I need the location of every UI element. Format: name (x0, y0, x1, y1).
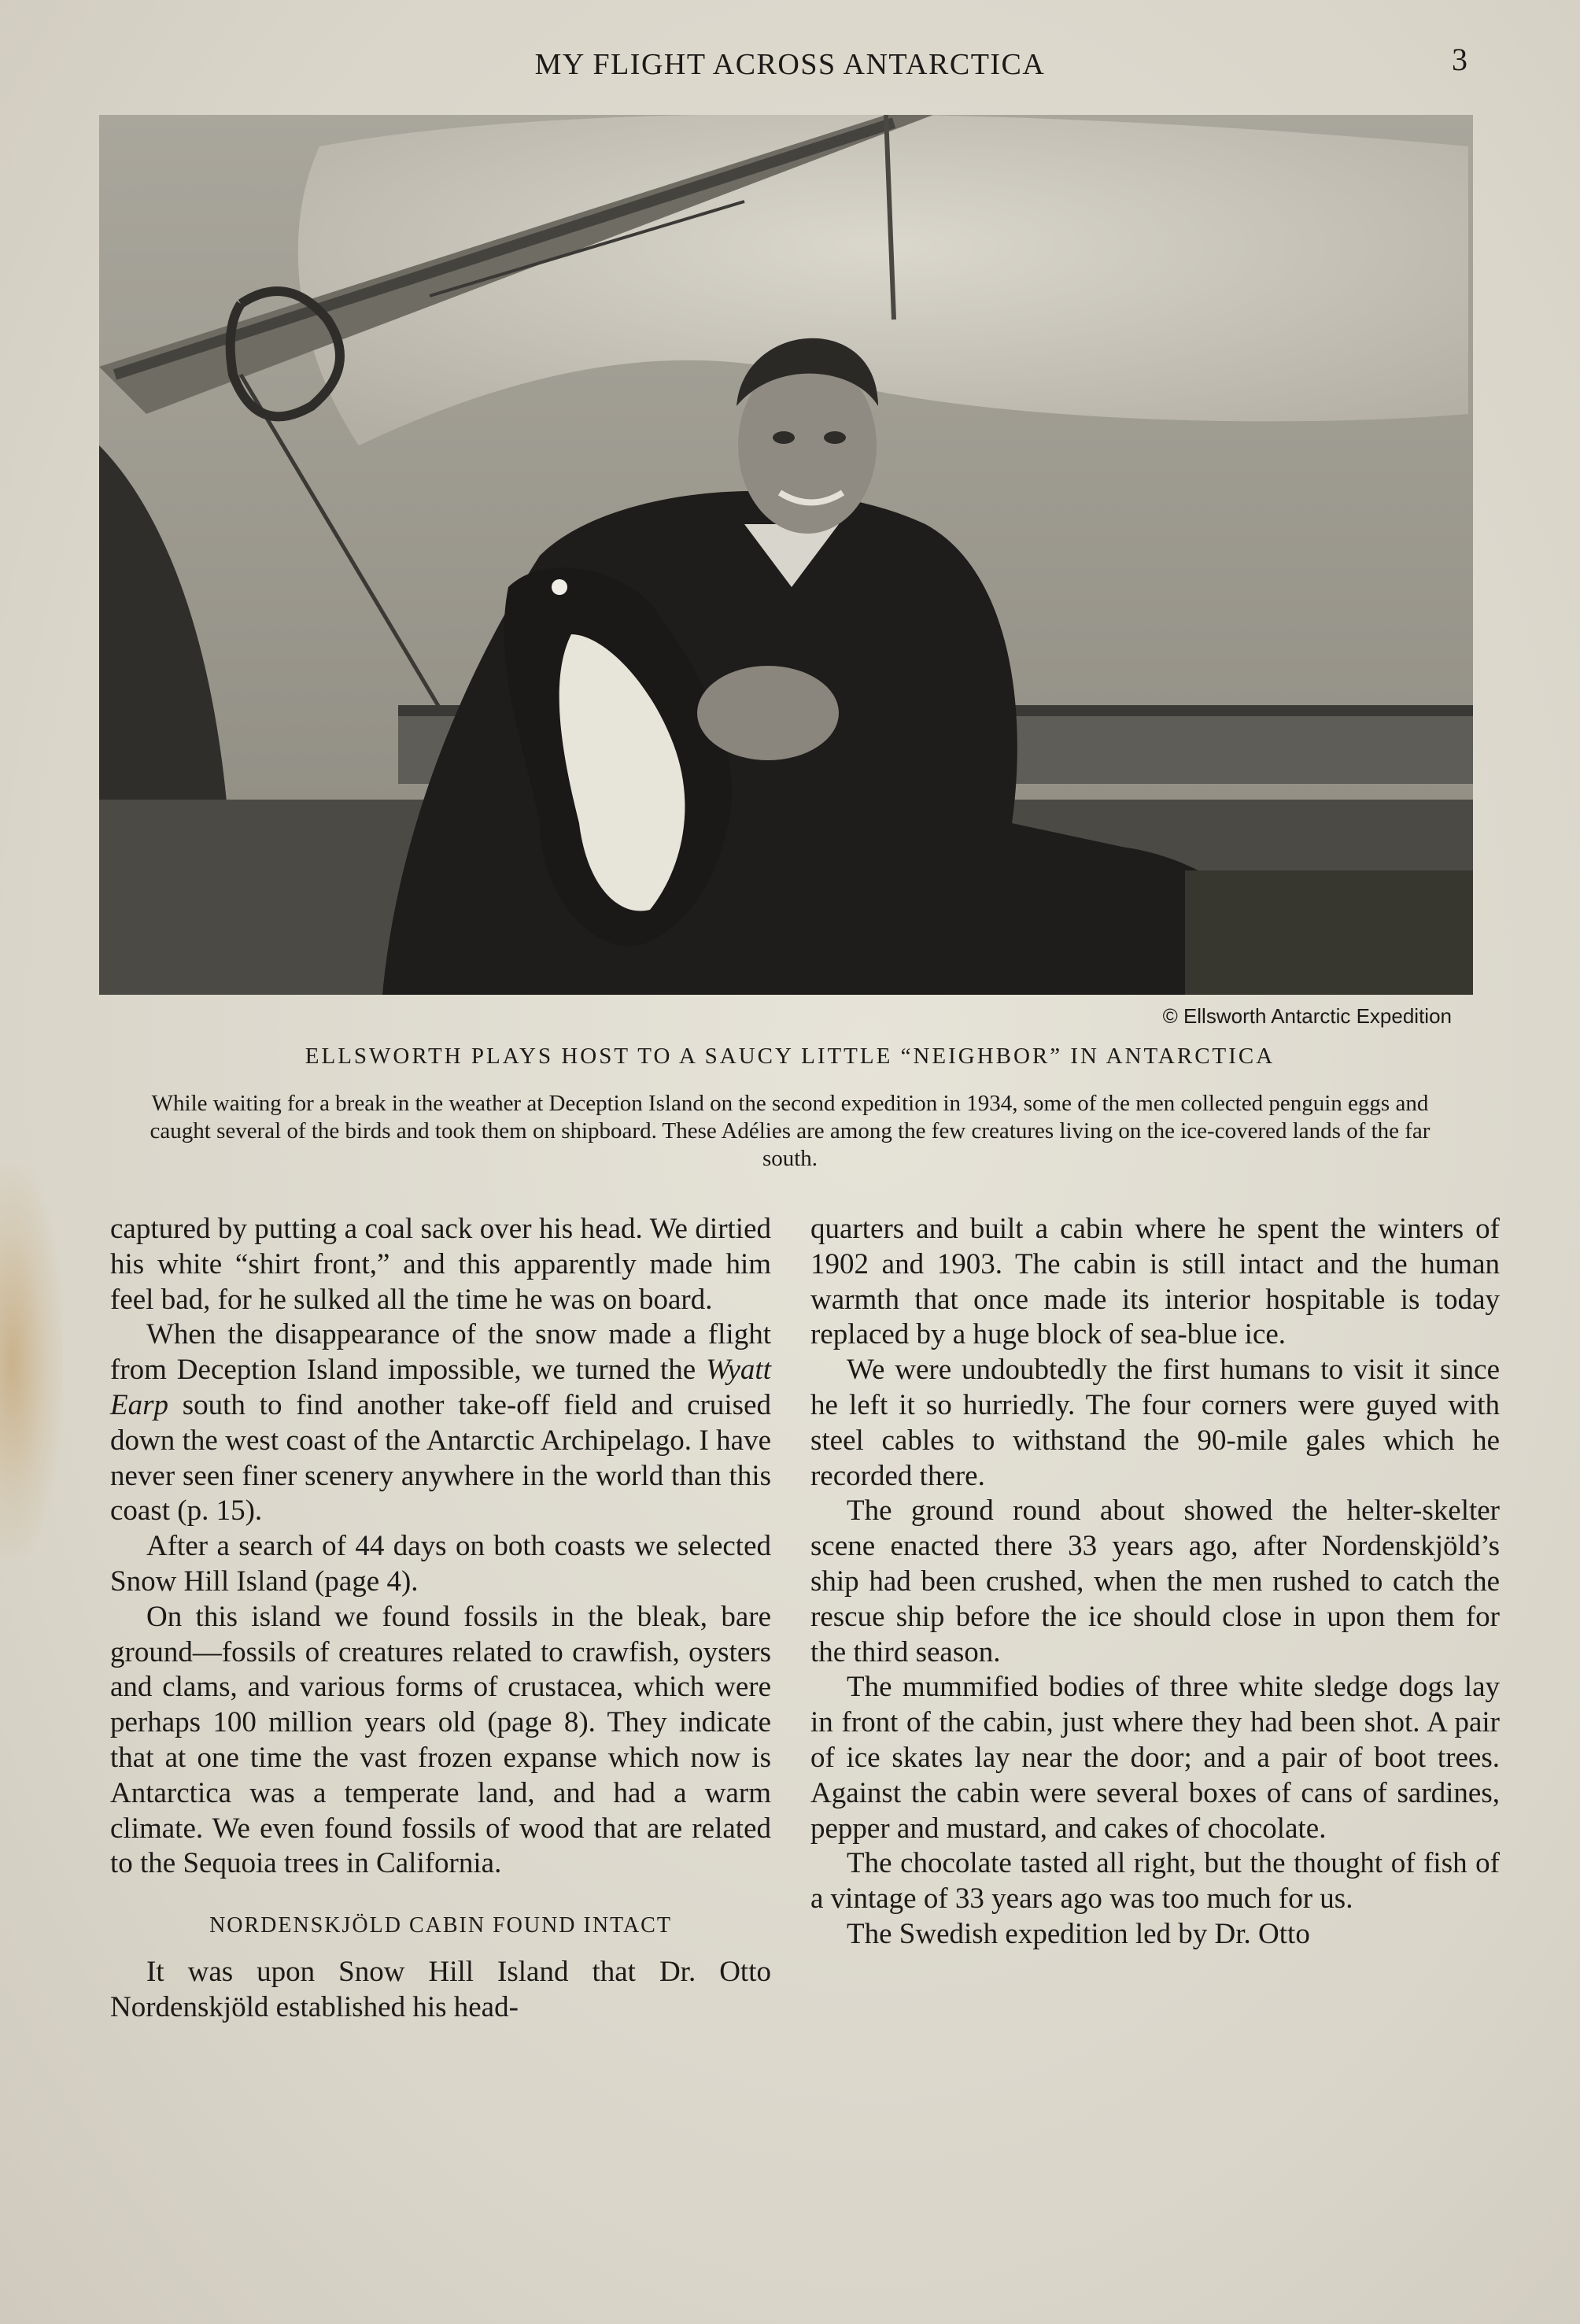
paragraph: On this island we found fossils in the bleak, bare ground—fossils of creatures related to crawfish, oysters and clams, and various forms of crustacea, which were perhaps 100 million years old (page 8). They indicate that at one time the vast frozen expanse which now is Antarctica was a temperate land, and had a warm climate. We even found fossils of wood that are related to the Sequoia trees in California. (110, 1600, 771, 1880)
caption-title: ELLSWORTH PLAYS HOST TO A SAUCY LITTLE “NEIGHBOR” IN ANTARCTICA (305, 1044, 1275, 1069)
text-run: When the disappearance of the snow made a flight from Deception Island impossible, we turned the (110, 1318, 771, 1387)
paragraph: The chocolate tasted all right, but the thought of fish of a vintage of 33 years ago was too much for us. (810, 1847, 1500, 1916)
paragraph: We were undoubtedly the first humans to visit it since he left it so hurriedly. The four corners were guyed with steel cables to withstand the 90-mile gales which he recorded there. (810, 1354, 1500, 1492)
water-stain (0, 1165, 63, 1558)
paragraph: captured by putting a coal sack over his head. We dirtied his white “shirt front,” and this apparently made him feel bad, for he sulked all the time he was on board. (110, 1213, 771, 1316)
paragraph: The Swedish expedition led by Dr. Otto (847, 1917, 1310, 1950)
text-run: south to find another take-off field and cruised down the west coast of the Antarctic Archipelago. I have never seen finer scenery anywhere in the world than this coast (p. 15). (110, 1388, 771, 1528)
paragraph (110, 1317, 771, 1529)
photo-credit: © Ellsworth Antarctic Expedition (1162, 1004, 1452, 1028)
running-title: MY FLIGHT ACROSS ANTARCTICA (534, 48, 1046, 81)
left-column (110, 1212, 771, 2026)
paragraph: The ground round about showed the helter-skelter scene enacted there 33 years ago, after Nordenskjöld’s ship had been crushed, when the men rushed to catch the rescue ship before the ice should close in upon them for the third season. (810, 1495, 1500, 1668)
ship-name: Wyatt Earp (110, 1354, 771, 1421)
photograph-ellsworth-with-penguin (99, 115, 1473, 995)
right-column (810, 1212, 1500, 1953)
paragraph: The mummified bodies of three white sledge dogs lay in front of the cabin, just where they had been shot. A pair of ice skates lay near the door; and a pair of boot trees. Against the cabin were several boxes of cans of sardines, pepper and mustard, and cakes of chocolate. (810, 1671, 1500, 1845)
paragraph: After a search of 44 days on both coasts we selected Snow Hill Island (page 4). (110, 1530, 771, 1598)
page-number: 3 (1452, 42, 1467, 77)
section-subheading: NORDENSKJÖLD CABIN FOUND INTACT (209, 1913, 672, 1938)
caption-text: While waiting for a break in the weather at Deception Island on the second expedition in 1934, some of the men collected penguin eggs and caught several of the birds and took them on shipboard. These Adélies are among the few creatures living on the ice-covered lands of the far south. (150, 1091, 1430, 1171)
paragraph: quarters and built a cabin where he spent the winters of 1902 and 1903. The cabin is still intact and the human warmth that once made its interior hospitable is today replaced by a huge block of sea-blue ice. (810, 1213, 1500, 1351)
paragraph: It was upon Snow Hill Island that Dr. Otto Nordenskjöld established his head- (110, 1955, 771, 2023)
